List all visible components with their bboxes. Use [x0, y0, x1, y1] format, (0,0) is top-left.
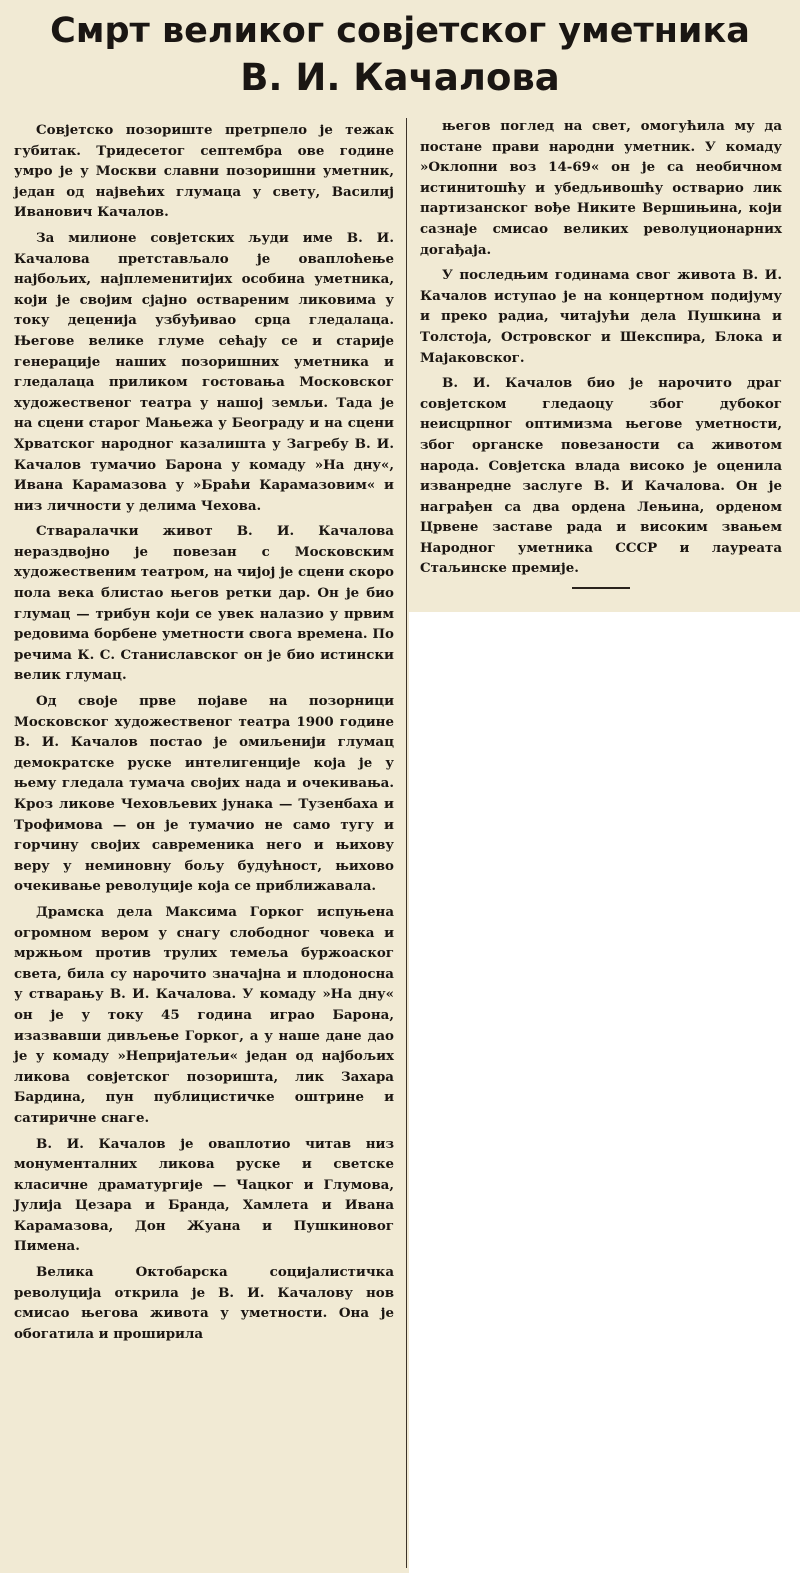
- article-end-rule: [572, 587, 630, 589]
- paragraph: његов поглед на свет, омогућила му да постане прави народни уметник. У комаду »Оклопни воз 14-69« он је са необичном истинитошћу и убедљивошћу остварио лик партизанског вође Никите Вершињина, који сазнаје смисао великих револуционарних догађаја.: [420, 118, 782, 258]
- headline-line-1: Смрт великог совјетског уметника: [50, 11, 750, 51]
- paragraph: За милионе совјетских људи име В. И. Качалова претстављало је оваплоћење најбољих, најплеменитијих особина уметника, који је својим сјајно оствареним ликовима у току деценија узбуђивао срца гледалаца. Његове велике глуме сећају се и старије генерације наших позоришних уметника и гледалаца приликом гостовања Московског художественог театра у нашој земљи. Тада је на сцени старог Мањежа у Београду и на сцени Хрватског народног казалишта у Загребу В. И. Качалов тумачио Барона у комаду »На дну«, Ивана Карамазова у »Браћи Карамазовим« и низ личности у делима Чехова.: [14, 229, 394, 514]
- paragraph: В. И. Качалов је оваплотио читав низ монументалних ликова руске и светске класичне драматургије — Чацког и Глумова, Јулија Цезара и Бранда, Хамлета и Ивана Карамазова, Дон Жуана и Пушкиновог Пимена.: [14, 1135, 394, 1255]
- article-headline: [0, 8, 800, 102]
- article-left-column: [14, 120, 394, 1349]
- paragraph: Драмска дела Максима Горког испуњена огромном вером у снагу слободног човека и мржњом против трулих темеља буржоаског света, била су нарочито значајна и плодоносна у стварању В. И. Качалова. У комаду »На дну« он је у току 45 година играо Барона, изазвавши дивљење Горког, а у наше дане дао је у комаду »Непријатељи« један од најбољих ликова совјетског позоришта, лик Захара Бардина, пун публицистичке оштрине и сатиричне снаге.: [14, 903, 394, 1126]
- article-right-column: [420, 116, 782, 589]
- paragraph: Од своје прве појаве на позорници Московског художественог театра 1900 године В. И. Качалов постао је омиљенији глумац демократске руске интелигенције која је у њему гледала тумача својих нада и очекивања. Кроз ликове Чеховљевих јунака — Тузенбаха и Трофимова — он је тумачио не само тугу и горчину својих савременика него и њихову веру у неминовну бољу будућност, њихово очекивање револуције која се приближавала.: [14, 693, 394, 895]
- paragraph: Стваралачки живот В. И. Качалова нераздвојно је повезан с Московским художественим театром, на чијој је сцени скоро пола века блистао његов ретки дар. Он је био глумац — трибун који се увек налазио у првим редовима борбене уметности свога времена. По речима К. С. Станиславског он је био истински велик глумац.: [14, 523, 394, 684]
- paragraph: Совјетско позориште претрпело је тежак губитак. Тридесетог септембра ове године умро је у Москви славни позоришни уметник, један од највећих глумаца у свету, Василиј Иванович Качалов.: [14, 122, 394, 221]
- column-divider: [406, 118, 407, 1568]
- headline-line-2: В. И. Качалова: [240, 56, 560, 99]
- paragraph: В. И. Качалов био је нарочито драг совјетском гледаоцу због дубоког неисцрпног оптимизма његове уметности, због органске повезаности са животом народа. Совјетска влада високо је оценила изванредне заслуге В. И Качалова. Он је награђен са два ордена Лењина, орденом Црвене заставе рада и високим звањем Народног уметника СССР и лауреата Стаљинске премије.: [420, 375, 782, 577]
- paragraph: У последњим годинама свог живота В. И. Качалов иступао је на концертном подијуму и преко радиа, читајући дела Пушкина и Толстоја, Островског и Шекспира, Блока и Мајаковског.: [420, 267, 782, 366]
- paragraph: Велика Октобарска социјалистичка револуција открила је В. И. Качалову нов смисао његова живота у уметности. Она је обогатила и проширила: [14, 1264, 394, 1342]
